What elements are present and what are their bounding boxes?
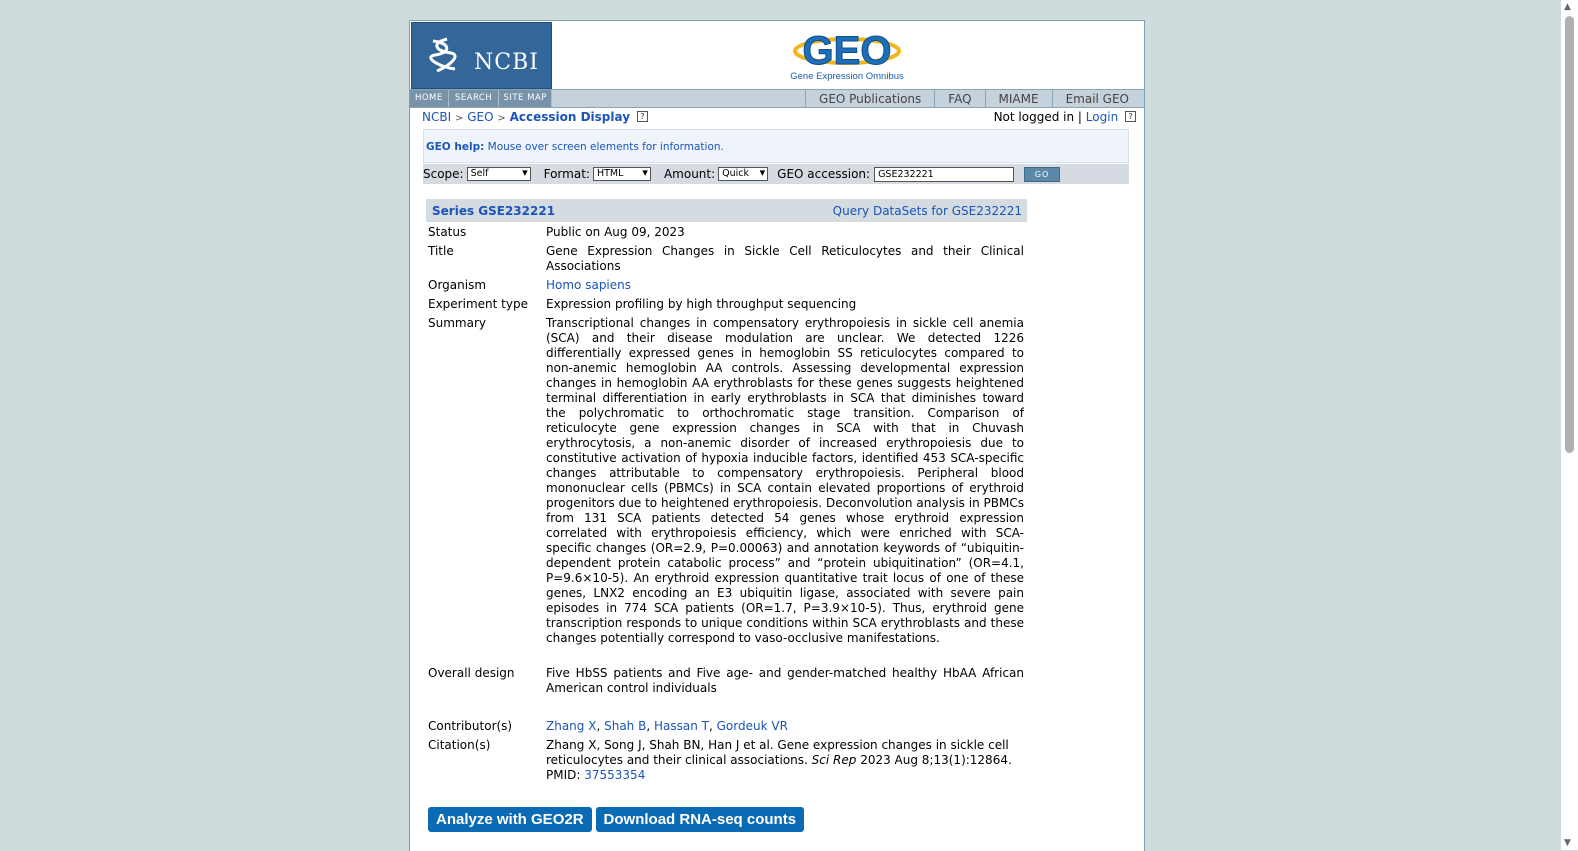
go-button[interactable]: GO [1024, 167, 1060, 182]
experiment-label: Experiment type [428, 297, 528, 311]
format-value: HTML [596, 168, 624, 179]
contributor-link[interactable]: Shah B [604, 719, 647, 733]
nav-home[interactable]: HOME [410, 90, 449, 107]
breadcrumb-geo[interactable]: GEO [467, 110, 494, 124]
design-value: Five HbSS patients and Five age- and gender-matched healthy HbAA African American control individuals [546, 666, 1024, 695]
ncbi-logo-text: NCBI [474, 50, 539, 75]
action-buttons [428, 807, 804, 832]
series-title: Series GSE232221 [432, 204, 556, 218]
contributors-list [546, 719, 1024, 734]
scroll-up-icon[interactable]: ▲ [1564, 2, 1571, 12]
query-bar [423, 164, 1129, 184]
contributor-link[interactable]: Zhang X [546, 719, 597, 733]
citation-value [546, 738, 1018, 783]
accession-label: GEO accession: [777, 167, 871, 181]
citation-text: Zhang X, Song J, Shah BN, Han J et al. Gene expression changes in sickle cell reticulocytes and their clinical associations. [546, 738, 1009, 767]
geo-logo[interactable] [782, 27, 912, 87]
format-select[interactable] [593, 167, 651, 181]
login-link[interactable]: Login [1085, 110, 1119, 124]
help-icon[interactable]: ? [637, 111, 648, 122]
scope-select[interactable] [467, 167, 531, 181]
summary-value: Transcriptional changes in compensatory erythropoiesis in sickle cell anemia (SCA) and their disease modulation are unclear. We detected 1226 differentially expressed genes in hemoglobin SS reticulocytes compared to non-anemic hemoglobin AA controls. Assessing developmental expression changes in hemoglobin AA erythroblasts for these genes suggests heightened terminal differentiation in early erythroblasts in SCA that diminishes toward the polychromatic to orthochromatic stage transition. Comparison of reticulocyte gene expression changes in SCA with that in Chuvash erythrocytosis, a non-anemic disorder of increased erythropoiesis due to constitutive activation of hypoxia inducible factors, identified 453 SCA-specific changes attributable to compensatory erythropoiesis. Peripheral blood mononuclear cells (PBMCs) in SCA contain elevated proportions of erythroid progenitors due to heightened erythropoiesis. Deconvolution analysis in PBMCs from 131 SCA patients detected 54 genes whose erythroid expression correlated with erythropoiesis efficiency, which were enriched with SCA-specific changes (OR=2.9, P=0.00063) and annotation keywords of “ubiquitin-dependent protein catabolic process” and “protein ubiquitination” (OR=4.1, P=9.6×10-5). An erythroid expression quantitative trait locus of one of these genes, LNX2 encoding an E3 ubiquitin ligase, associated with severe pain episodes in 774 SCA patients (OR=1.7, P=3.9×10-5). Thus, erythroid gene transcription responds to unique conditions within SCA erythroblasts and these changes potentially correspond to vaso-occlusive manifestations. [546, 316, 1024, 645]
nav-site-map[interactable]: SITE MAP [499, 90, 552, 107]
contributor-link[interactable]: Hassan T [653, 719, 709, 733]
amount-label: Amount: [663, 167, 716, 181]
amount-value: Quick [722, 168, 750, 179]
breadcrumb-current: Accession Display [509, 110, 631, 124]
nav-faq[interactable]: FAQ [934, 90, 984, 107]
nav-geo-publications[interactable]: GEO Publications [805, 90, 934, 107]
pmid-link[interactable]: 37553354 [584, 768, 646, 782]
geo-logo-text: GEO [802, 29, 892, 71]
breadcrumb-separator: > [497, 113, 506, 124]
nav-search[interactable]: SEARCH [449, 90, 500, 107]
ncbi-nav [410, 90, 552, 107]
help-label: GEO help: [426, 141, 485, 153]
nav-email-geo[interactable]: Email GEO [1052, 90, 1142, 107]
scope-label: Scope: [423, 167, 464, 181]
download-rnaseq-button[interactable]: Download RNA-seq counts [596, 807, 805, 832]
geo-subtitle: Gene Expression Omnibus [790, 71, 904, 82]
organism-link[interactable]: Homo sapiens [546, 278, 632, 292]
summary-label: Summary [428, 316, 486, 330]
login-area [994, 110, 1136, 124]
pmid-label: PMID: [546, 768, 581, 782]
title-label: Title [428, 244, 454, 258]
status-value: Public on Aug 09, 2023 [546, 225, 685, 239]
breadcrumb-ncbi[interactable]: NCBI [422, 110, 452, 124]
contributor-separator: , [596, 719, 601, 733]
design-label: Overall design [428, 666, 515, 680]
ncbi-logo[interactable] [411, 22, 552, 89]
scope-value: Self [470, 168, 489, 179]
geo-nav [805, 90, 1142, 107]
contributor-separator: , [646, 719, 651, 733]
amount-select[interactable] [718, 167, 768, 181]
title-value: Gene Expression Changes in Sickle Cell Reticulocytes and their Clinical Associations [546, 244, 1024, 273]
citation-details: 2023 Aug 8;13(1):12864. [860, 753, 1012, 767]
scroll-down-icon[interactable]: ▼ [1564, 838, 1571, 848]
vertical-scrollbar[interactable] [1561, 0, 1578, 850]
analyze-geo2r-button[interactable]: Analyze with GEO2R [428, 807, 592, 832]
nav-bar [410, 89, 1144, 108]
geo-logo-mark [788, 27, 906, 71]
login-status: Not logged in [993, 110, 1075, 124]
scrollbar-thumb[interactable] [1565, 16, 1574, 453]
status-label: Status [428, 225, 467, 239]
contributor-separator: , [708, 719, 713, 733]
contributor-link[interactable]: Gordeuk VR [716, 719, 788, 733]
nav-miame[interactable]: MIAME [985, 90, 1052, 107]
contributors-label: Contributor(s) [428, 719, 513, 733]
ncbi-helix-icon [425, 35, 465, 75]
login-divider: | [1077, 110, 1082, 124]
experiment-value: Expression profiling by high throughput sequencing [546, 297, 857, 311]
format-label: Format: [543, 167, 590, 181]
citation-journal: Sci Rep [811, 753, 857, 767]
geo-page [409, 20, 1145, 851]
login-help-icon[interactable]: ? [1125, 111, 1136, 122]
organism-label: Organism [428, 278, 487, 292]
breadcrumb [422, 110, 648, 124]
geo-help-box [423, 129, 1129, 163]
breadcrumb-separator: > [454, 113, 464, 124]
citation-label: Citation(s) [428, 738, 491, 752]
series-header [426, 199, 1027, 222]
help-text: Mouse over screen elements for information. [487, 141, 724, 153]
accession-input[interactable] [874, 167, 1014, 182]
query-datasets-link[interactable]: Query DataSets for GSE232221 [832, 204, 1022, 218]
